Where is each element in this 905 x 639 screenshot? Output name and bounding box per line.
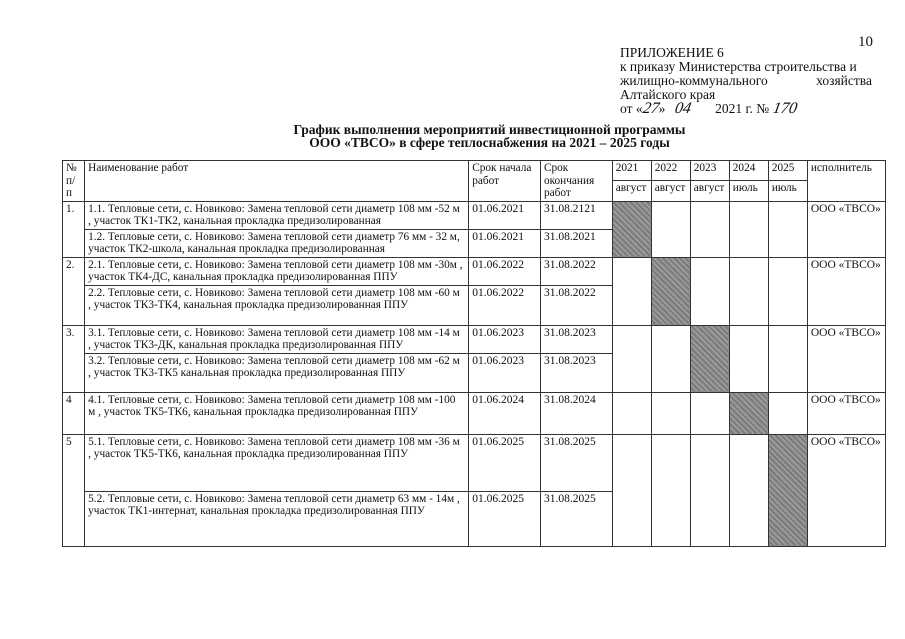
gantt-cell	[768, 257, 807, 325]
appendix-block	[620, 46, 872, 116]
schedule-table	[62, 160, 886, 547]
start-date: 01.06.2021	[469, 229, 541, 257]
gantt-cell	[612, 325, 651, 392]
executor: ООО «ТВСО»	[807, 392, 885, 434]
handwritten-month: 04	[674, 100, 694, 117]
gantt-cell	[651, 392, 690, 434]
gantt-cell	[729, 201, 768, 257]
title-line: ООО «ТВСО» в сфере теплоснабжения на 2021 – 2025 годы	[309, 135, 670, 150]
header-num: № п/п	[63, 161, 85, 202]
gantt-cell	[729, 434, 768, 546]
header-start: Срок начала работ	[469, 161, 541, 202]
date-mid: »	[658, 101, 666, 116]
header-year: 2024	[729, 161, 768, 181]
gantt-cell	[612, 392, 651, 434]
gantt-cell	[651, 201, 690, 257]
handwritten-day: 27	[641, 100, 661, 117]
appendix-line	[620, 74, 872, 88]
header-year: 2022	[651, 161, 690, 181]
row-number: 5	[63, 434, 85, 546]
table-row	[63, 257, 886, 285]
header-year: 2025	[768, 161, 807, 181]
start-date: 01.06.2024	[469, 392, 541, 434]
gantt-cell	[612, 257, 651, 325]
row-number: 1.	[63, 201, 85, 257]
executor: ООО «ТВСО»	[807, 434, 885, 546]
header-year: 2023	[690, 161, 729, 181]
date-year: 2021 г. №	[715, 101, 770, 116]
end-date: 31.08.2023	[540, 325, 612, 353]
start-date: 01.06.2022	[469, 285, 541, 325]
work-name: 2.1. Тепловые сети, с. Новиково: Замена тепловой сети диаметр 108 мм -30м , участок ТК4-ДС, канальная прокладка предизолированная ППУ	[85, 257, 469, 285]
gantt-cell-filled	[729, 392, 768, 434]
table-row	[63, 201, 886, 229]
row-number: 4	[63, 392, 85, 434]
end-date: 31.08.2024	[540, 392, 612, 434]
header-month: август	[651, 181, 690, 201]
end-date: 31.08.2022	[540, 257, 612, 285]
date-prefix: от «	[620, 101, 643, 116]
work-name: 2.2. Тепловые сети, с. Новиково: Замена тепловой сети диаметр 108 мм -60 м , участок ТК3-ТК4, канальная прокладка предизолированная ППУ	[85, 285, 469, 325]
gantt-cell	[612, 434, 651, 546]
header-year: 2021	[612, 161, 651, 181]
end-date: 31.08.2021	[540, 229, 612, 257]
end-date: 31.08.2121	[540, 201, 612, 229]
gantt-cell	[768, 201, 807, 257]
table-row	[63, 434, 886, 491]
work-name: 1.1. Тепловые сети, с. Новиково: Замена тепловой сети диаметр 108 мм -52 м , участок ТК1-ТК2, канальная прокладка предизолированная	[85, 201, 469, 229]
header-month: август	[690, 181, 729, 201]
appendix-line: Алтайского края	[620, 87, 716, 102]
gantt-cell	[651, 325, 690, 392]
end-date: 31.08.2025	[540, 491, 612, 546]
schedule-body	[63, 201, 886, 546]
gantt-cell-filled	[612, 201, 651, 257]
executor: ООО «ТВСО»	[807, 257, 885, 325]
document-title	[0, 123, 905, 149]
order-date-line	[620, 102, 872, 116]
header-month: июль	[768, 181, 807, 201]
appendix-line-part: хозяйства	[816, 73, 872, 88]
gantt-cell-filled	[768, 434, 807, 546]
work-name: 3.1. Тепловые сети, с. Новиково: Замена тепловой сети диаметр 108 мм -14 м , участок ТК3-ДК, канальная прокладка предизолированная ППУ	[85, 325, 469, 353]
gantt-cell	[729, 257, 768, 325]
end-date: 31.08.2022	[540, 285, 612, 325]
gantt-cell	[690, 201, 729, 257]
page-number: 10	[858, 34, 873, 50]
appendix-title: ПРИЛОЖЕНИЕ 6	[620, 45, 724, 60]
gantt-cell	[729, 325, 768, 392]
appendix-line: к приказу Министерства строительства и	[620, 59, 857, 74]
appendix-line-part: жилищно-коммунального	[620, 73, 768, 88]
header-month: июль	[729, 181, 768, 201]
gantt-cell	[768, 325, 807, 392]
title-line: График выполнения мероприятий инвестиционной программы	[293, 122, 686, 137]
header-name: Наименование работ	[85, 161, 469, 202]
table-row	[63, 392, 886, 434]
handwritten-number: 170	[771, 100, 799, 117]
row-number: 3.	[63, 325, 85, 392]
table-row	[63, 325, 886, 353]
gantt-cell	[651, 434, 690, 546]
start-date: 01.06.2021	[469, 201, 541, 229]
gantt-cell-filled	[690, 325, 729, 392]
gantt-cell	[690, 257, 729, 325]
start-date: 01.06.2025	[469, 491, 541, 546]
executor: ООО «ТВСО»	[807, 325, 885, 392]
start-date: 01.06.2022	[469, 257, 541, 285]
gantt-cell	[690, 392, 729, 434]
row-number: 2.	[63, 257, 85, 325]
gantt-cell-filled	[651, 257, 690, 325]
work-name: 5.1. Тепловые сети, с. Новиково: Замена тепловой сети диаметр 108 мм -36 м , участок ТК5-ТК6, канальная прокладка предизолированная ППУ	[85, 434, 469, 491]
work-name: 1.2. Тепловые сети, с. Новиково: Замена тепловой сети диаметр 76 мм - 32 м, участок ТК2-школа, канальная прокладка предизолированная	[85, 229, 469, 257]
end-date: 31.08.2025	[540, 434, 612, 491]
start-date: 01.06.2023	[469, 325, 541, 353]
start-date: 01.06.2025	[469, 434, 541, 491]
header-executor: исполнитель	[807, 161, 885, 202]
header-month: август	[612, 181, 651, 201]
executor: ООО «ТВСО»	[807, 201, 885, 257]
header-end: Срок окончания работ	[540, 161, 612, 202]
work-name: 4.1. Тепловые сети, с. Новиково: Замена тепловой сети диаметр 108 мм -100 м , участок ТК5-ТК6, канальная прокладка предизолированная ППУ	[85, 392, 469, 434]
end-date: 31.08.2023	[540, 353, 612, 392]
start-date: 01.06.2023	[469, 353, 541, 392]
gantt-cell	[690, 434, 729, 546]
work-name: 3.2. Тепловые сети, с. Новиково: Замена тепловой сети диаметр 108 мм -62 м , участок ТК3-ТК5 канальная прокладка предизолированная ППУ	[85, 353, 469, 392]
gantt-cell	[768, 392, 807, 434]
work-name: 5.2. Тепловые сети, с. Новиково: Замена тепловой сети диаметр 63 мм - 14м , участок ТК1-интернат, канальная прокладка предизолированная ППУ	[85, 491, 469, 546]
